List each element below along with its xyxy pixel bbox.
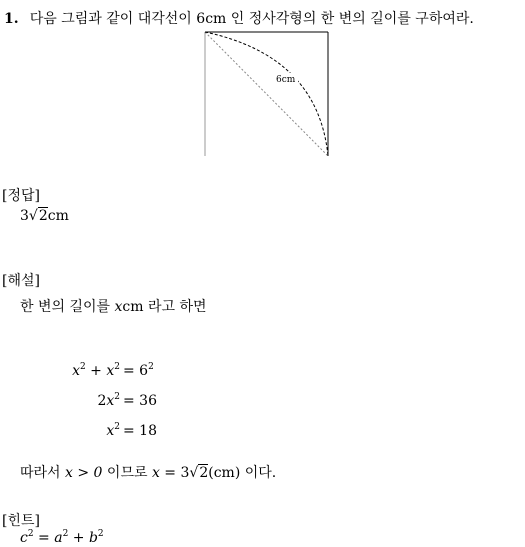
conclusion-eq: = 3 [159,465,190,481]
explanation-label: [해설] [2,273,40,289]
eq3-rhs: = 18 [123,423,157,439]
problem-header [4,8,474,28]
answer-value [20,208,69,224]
eq1-lhs: $x^2 + x^2$ [72,362,120,379]
answer-coef: 3 [20,208,29,224]
intro-var: x [114,299,123,315]
intro-post: cm 라고 하면 [122,299,207,315]
conclusion [20,462,276,482]
radical-sign: √ [28,208,38,224]
conclusion-pre: 따라서 [20,465,66,481]
square-figure [200,28,332,160]
eq2-rhs: = 36 [123,393,157,409]
answer-radicand: 2 [38,208,48,224]
conclusion-radicand: 2 [199,465,209,481]
conclusion-mid: 이므로 [102,465,152,481]
conclusion-cond: x > 0 [65,465,103,481]
diagonal-label: 6cm [276,75,296,85]
eq3-lhs: $x^2$ [106,422,120,439]
problem-number: 1. [4,11,19,27]
eq2-lhs: $2x^2$ [97,392,120,409]
conclusion-post: 이다. [240,465,277,481]
conclusion-radical: √ [189,465,199,481]
intro-pre: 한 변의 길이를 [20,299,115,315]
hint-formula: $c^2 = a^2 + b^2$ [20,529,104,546]
answer-label: [정답] [2,188,40,204]
answer-unit: cm [47,208,69,224]
conclusion-var: x [151,465,160,481]
explanation-intro [20,296,207,316]
conclusion-unit: (cm) [208,465,241,481]
hint-label: [힌트] [2,513,40,529]
square-diagonal [205,32,328,156]
problem-text: 다음 그림과 같이 대각선이 6cm 인 정사각형의 한 변의 길이를 구하여라. [29,11,474,27]
eq1-rhs: = $6^2$ [123,362,154,379]
